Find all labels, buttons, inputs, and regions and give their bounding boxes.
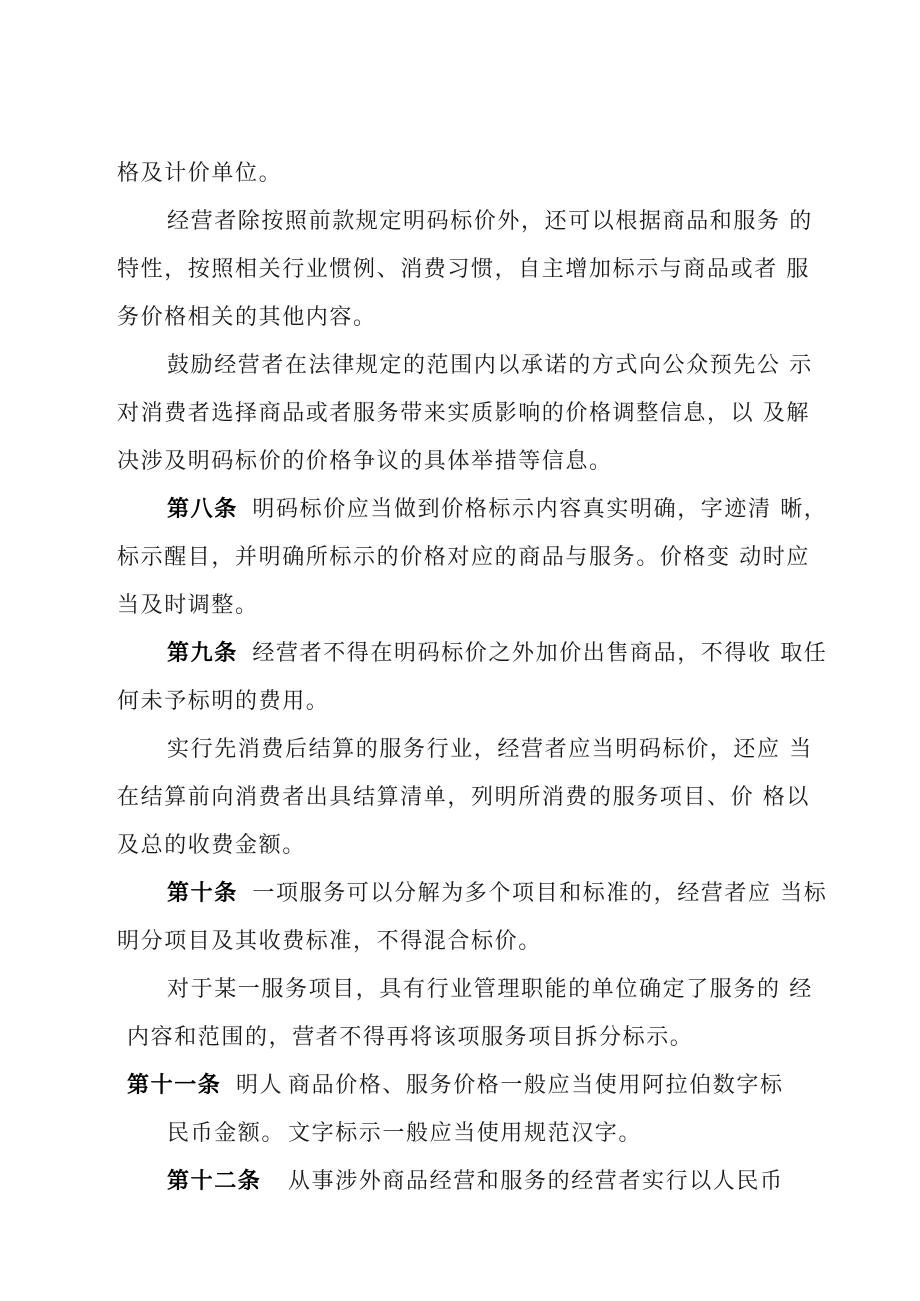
- article-text: 一项服务可以分解为多个项目和标准的，经营者应 当标: [252, 881, 828, 906]
- text-line: 决涉及明码标价的价格争议的具体举措等信息。: [117, 449, 613, 474]
- text-line: 特性，按照相关行业惯例、消费习惯，自主增加标示与商品或者 服: [117, 257, 810, 282]
- article-9-line: [167, 643, 827, 665]
- text-line: 及总的收费金额。: [117, 833, 306, 858]
- text-line: 文字标示一般应当使用规范汉字。: [288, 1121, 643, 1146]
- text-line: 从事涉外商品经营和服务的经营者实行以人民币: [288, 1169, 784, 1194]
- text-line: 明分项目及其收费标准，不得混合标价。: [117, 929, 542, 954]
- text-line: 务价格相关的其他内容。: [117, 305, 377, 330]
- article-10-line: [167, 883, 827, 905]
- article-12-line: [167, 1171, 261, 1193]
- text-line: 当及时调整。: [117, 593, 259, 618]
- article-heading: 第十二条: [167, 1169, 262, 1194]
- text-line: 对消费者选择商品或者服务带来实质影响的价格调整信息，以 及解: [117, 401, 810, 426]
- text-line: 格及计价单位。: [117, 161, 283, 186]
- text-line: 内容和范围的，营者不得再将该项服务项目拆分标示。: [127, 1025, 694, 1050]
- text-line: 经营者除按照前款规定明码标价外，还可以根据商品和服务 的: [167, 209, 813, 234]
- text-line: 鼓励经营者在法律规定的范围内以承诺的方式向公众预先公 示: [167, 353, 813, 378]
- article-heading: 第十条: [167, 881, 238, 906]
- text-line: 在结算前向消费者出具结算清单，列明所消费的服务项目、价 格以: [117, 785, 810, 810]
- text-line: 何未予标明的费用。: [117, 689, 330, 714]
- text-line: 对于某一服务项目，具有行业管理职能的单位确定了服务的 经: [167, 977, 813, 1002]
- article-11-line: [127, 1075, 283, 1097]
- text-line: 实行先消费后结算的服务行业，经营者应当明码标价，还应 当: [167, 737, 813, 762]
- article-fragment: 明人: [236, 1073, 284, 1098]
- text-line: 民币金额。: [167, 1121, 286, 1146]
- text-line: 商品价格、服务价格一般应当使用阿拉伯数字标: [288, 1073, 784, 1098]
- article-text: 明码标价应当做到价格标示内容真实明确，字迹清 晰，: [252, 497, 828, 522]
- text-line: 标示醒目，并明确所标示的价格对应的商品与服务。价格变 动时应: [117, 545, 810, 570]
- article-heading: 第九条: [167, 641, 238, 666]
- article-heading: 第八条: [167, 497, 238, 522]
- article-heading: 第十一条: [127, 1073, 222, 1098]
- article-text: 经营者不得在明码标价之外加价出售商品，不得收 取任: [252, 641, 828, 666]
- article-8-line: [167, 499, 827, 521]
